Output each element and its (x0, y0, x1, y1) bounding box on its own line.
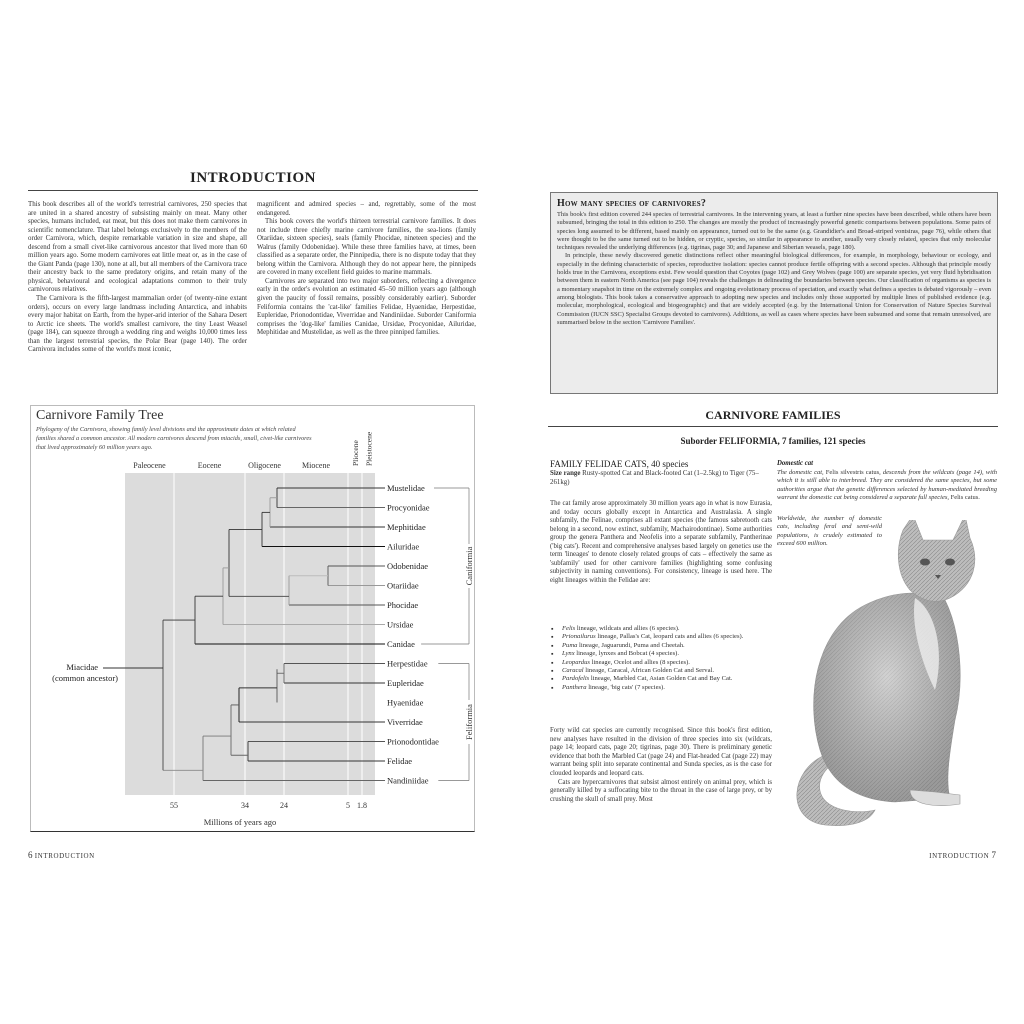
epoch-label: Miocene (302, 461, 330, 470)
box-paragraph: This book's first edition covered 244 species of terrestrial carnivores. In the intervening years, at least a further nine species have been described, while others have been subsumed, bringing the total in this edition to 250. The changes are mostly the product of increasingly powerful genetic comparisons between populations. Some pairs of species long assumed to be different, based mainly on appearance, turned out to be the same (e.g. Grandidier's and Broad-striped vontsiras, page 76), while others that were thought to be the same turned out to be hidden, or cryptic, species, so similar in appearance to another, usually very closely related, species that only molecular techniques revealed the underlying differences (e.g. tigrinas, page 30; and Japanese and Siberian weasels, page 180). (557, 211, 991, 252)
taxon-label: Procyonidae (387, 502, 430, 513)
lineage-item: ▪ Lynx lineage, lynxes and Bobcat (4 species). (550, 650, 775, 658)
figure-caption: Phylogeny of the Carnivora, showing family level divisions and the approximate dates at which related families shared a common ancestor. All modern carnivores descend from miacids, small, civet-like carnivores that lived approximately 60 million years ago. (36, 426, 312, 451)
size-range-label: Size range (550, 470, 581, 477)
taxon-label: Ursidae (387, 619, 414, 630)
cat-head (898, 520, 975, 601)
taxon-label: Canidae (387, 639, 415, 649)
geologic-time-background (125, 473, 375, 795)
intro-paragraph: The Carnivora is the fifth-largest mammalian order (of twenty-nine extant orders), occurs on every large landmass including Antarctica, and inhabits every major habitat on Earth, from the hyper-arid interior of the Sahara Desert to Arctic ice sheets. The world's smallest carnivore, the tiny Least Weasel (page 184), can squeeze through a wedding ring and weighs 10,000 times less than the largest terrestrial species, the Polar Bear (page 140). The order Carnivora includes some of the world's most iconic, (28, 295, 247, 354)
taxon-label: Phocidae (387, 600, 419, 610)
root-sublabel: (common ancestor) (52, 673, 118, 683)
intro-paragraph: magnificent and admired species – and, regrettably, some of the most endangered. (257, 201, 476, 217)
felidae-description (550, 500, 772, 585)
domestic-text-part: . (978, 494, 980, 502)
taxon-label: Otariidae (387, 580, 419, 591)
lineage-genus: Caracal (562, 667, 584, 675)
taxon-label: Hyaenidae (387, 697, 424, 708)
size-range (550, 470, 775, 487)
felidae-species-text (550, 727, 772, 804)
epoch-label: Eocene (197, 461, 222, 470)
lineage-genus: Felis (562, 625, 576, 632)
epoch-label: Paleocene (133, 461, 166, 470)
x-tick-label: 5 (346, 801, 350, 810)
lineage-item: ▪ Caracal lineage, Caracal, African Golden Cat and Serval. (550, 667, 775, 675)
forty-species-paragraph: Forty wild cat species are currently recognised. Since this book's first edition, new analyses have resulted in the division of three species into six (wildcats, page 14; leopard cats, page 20; tigrinas, page 30). There is preliminary genetic evidence that both the Marbled Cat (page 24) and Flat-headed Cat (page 22) may warrant being split into separate continental and Sunda species, as is the case for clouded leopards and leopard cats. (550, 727, 772, 777)
lineage-genus: Leopardus (562, 658, 590, 666)
family-heading (550, 459, 688, 469)
page-number: 6 (28, 850, 33, 860)
family-name: FAMILY FELIDAE (550, 459, 623, 469)
suborder-label: Feliformia (464, 704, 474, 740)
intro-paragraph: This book describes all of the world's terrestrial carnivores, 250 species that are united in a shared ancestry of subsisting mainly on meat. Many other species, humans included, eat meat, but this does not make them carnivores in scientific nomenclature. That label belongs exclusively to the members of the order Carnivora, which, despite remarkable variation in size and shape, all descend from a small civet-like carnivorous ancestor that lived more than 60 million years ago. Some modern carnivores eat little meat or, as in the case of the Giant Panda (page 130), none at all, but all members of the Carnivora trace their ancestry back to the same predatory origins, and retain many of the physical, behavioural and ecological adaptations common to their truly carnivorous relatives. (28, 201, 247, 294)
taxon-label: Ailuridae (387, 541, 420, 552)
x-axis-label: Millions of years ago (203, 817, 277, 827)
box-title: How many species of carnivores? (557, 198, 707, 209)
epoch-label: Pleistocene (364, 431, 374, 466)
epoch-label: Oligocene (248, 461, 281, 470)
lineage-list (550, 625, 775, 692)
domestic-cat-illustration (785, 520, 1010, 840)
x-tick-label: 24 (280, 801, 288, 810)
x-tick-label: 55 (170, 801, 178, 810)
x-tick-label: 34 (241, 801, 249, 810)
taxon-label: Viverridae (387, 717, 423, 727)
scientific-name: Felis catus (950, 494, 979, 502)
taxon-label: Prionodontidae (387, 736, 439, 747)
taxon-label: Herpestidae (387, 658, 428, 669)
intro-paragraph: This book covers the world's thirteen terrestrial carnivore families. It does not include three chiefly marine carnivore families, the sea-lions (family Otariidae, sixteen species), seals (family Phocidae, nineteen species) and the Walrus (family Odobenidae). While these three families have, at times, been classified as a separate order, the Pinnipedia, there is no dispute today that they belong within the Carnivora. Although they do not appear here, the pinnipeds are covered in many excellent field guides to marine mammals. (257, 218, 476, 277)
domestic-cat-text (777, 469, 997, 503)
size-range-text: Rusty-spotted Cat and Black-footed Cat (1–2.5kg) to Tiger (75–261kg) (550, 470, 759, 486)
domestic-cat-heading: Domestic cat (777, 460, 814, 467)
lineage-genus: Puma (562, 641, 578, 649)
lineage-item: ▪ Panthera lineage, 'big cats' (7 species). (550, 684, 775, 692)
figure-title: Carnivore Family Tree (36, 408, 164, 423)
family-common-name: CATS, 40 species (624, 459, 689, 469)
x-tick-label: 1.8 (357, 801, 367, 810)
taxon-label: Felidae (387, 756, 413, 766)
scientific-name: Felis silvestris catus (825, 469, 880, 476)
felidae-paragraph: The cat family arose approximately 30 million years ago in what is now Eurasia, and today occurs globally except in Antarctica and Australasia. A single subfamily, the Felinae, comprises all extant species (the famous sabretooth cats belong in a second, now extinct, subfamily, Machairodontinae). Some authorities group the genera Panthera and Neofelis into a separate subfamily, Pantherinae ('big cats'). Recent and comprehensive analyses based largely on genetics use the term 'lineages' to denote closely related groups of cats – effectively the same as 'subfamily' used for other carnivore families (highlighting some confusing subjectivity in naming conventions). For consistency, lineage is used here. The eight lineages within the Felidae are: (550, 500, 772, 584)
taxon-label: Mustelidae (387, 483, 425, 493)
suborder-heading: Suborder FELIFORMIA, 7 families, 121 species (680, 436, 866, 446)
page-number: 7 (991, 850, 996, 860)
intro-paragraph: Carnivores are separated into two major suborders, reflecting a divergence early in the order's evolution an estimated 45–50 million years ago (although given the paucity of fossil remains, possibly considerably earlier). Suborder Feliformia contains the 'cat-like' families Felidae, Hyaenidae, Herpestidae, Eupleridae, Prionodontidae, Viverridae and Nandiniidae. Suborder Caniformia comprises the 'dog-like' families Canidae, Ursidae, Procyonidae, Ailuridae, Mephitidae and Mustelidae, as well as the three pinniped families. (257, 277, 476, 337)
intro-heading: INTRODUCTION (189, 170, 316, 186)
taxon-label: Eupleridae (387, 678, 424, 688)
domestic-text-part: , descends from the wildcats (page 14), with which it is still able to interbreed. They are considered the same species, but some authorities argue that the genetic differences selected by human-mediated breeding warrant the domestic cat being considered a separate full species, (777, 469, 998, 502)
lineage-item: ▪ Leopardus lineage, Ocelot and allies (8 species). (550, 659, 775, 667)
root-label: Miacidae (66, 662, 98, 672)
suborder-label: Caniformia (464, 546, 474, 586)
domestic-cat-population: Worldwide, the number of domestic cats, including feral and semi-wild populations, is crudely estimated to exceed 600 million. (777, 515, 882, 548)
species-count-box (550, 192, 998, 394)
lineage-genus: Lynx (562, 650, 575, 658)
lineage-item: ▪ Pardofelis lineage, Marbled Cat, Asian Golden Cat and Bay Cat. (550, 675, 775, 683)
taxon-label: Mephitidae (387, 522, 426, 532)
families-heading-rule (548, 426, 998, 427)
box-paragraph: In principle, these newly discovered genetic distinctions reflect other meaningful biological differences, for example, in morphology, behaviour or ecology, and especially in the defining characteristic of species, reproductive isolation: species cannot produce fertile offspring with a second species. Although that principle mostly holds true in the Carnivora, exceptions exist. Few would question that Coyotes (page 102) and Grey Wolves (page 100) are separate species, yet very fluid hybridisation between them in eastern North America (see page 104) reveals the challenges in delineating the boundaries between species. Our classification of organisms as species is a momentary snapshot in time on the extremely complex and ongoing evolutionary process of speciation, and exactly what defines a species is debated vigorously – even among biologists. This book takes a conservative approach to adopting new species and includes only those supported by multiple lines of published evidence (e.g. molecular, morphological, ecological and biogeographic) and that are widely accepted (e.g. by the International Union for Conservation of Nature Species Survival Commission (IUCN SSC) Specialist Groups devoted to carnivores). Additions, as well as cases where species have been subsumed and some that remain unresolved, are summarised below in the section 'Carnivore Families'. (557, 252, 991, 326)
hypercarnivore-paragraph: Cats are hypercarnivores that subsist almost entirely on animal prey, which is generally killed by a suffocating bite to the throat in the case of large prey, or by crushing the skull of small prey. Most (550, 778, 772, 803)
right-folio (929, 850, 996, 860)
epoch-label: Pliocene (351, 440, 360, 466)
lineage-genus: Panthera (562, 683, 587, 691)
lineage-item: ▪ Prionailurus lineage, Pallas's Cat, leopard cats and allies (6 species). (550, 633, 775, 641)
running-head: INTRODUCTION (929, 852, 990, 860)
lineage-genus: Prionailurus (562, 633, 596, 641)
carnivore-families-heading: CARNIVORE FAMILIES (705, 408, 841, 422)
lineage-item: ▪ Puma lineage, Jaguarundi, Puma and Cheetah. (550, 642, 775, 650)
lineage-item: ▪ Felis lineage, wildcats and allies (6 species). (550, 625, 775, 633)
taxon-label: Nandiniidae (387, 775, 429, 786)
lineage-genus: Pardofelis (562, 675, 590, 683)
taxon-label: Odobenidae (387, 561, 429, 571)
cat-front-paws (910, 790, 960, 806)
left-folio (28, 850, 95, 860)
domestic-text-part: The domestic cat, (777, 469, 826, 476)
running-head: INTRODUCTION (34, 852, 95, 860)
